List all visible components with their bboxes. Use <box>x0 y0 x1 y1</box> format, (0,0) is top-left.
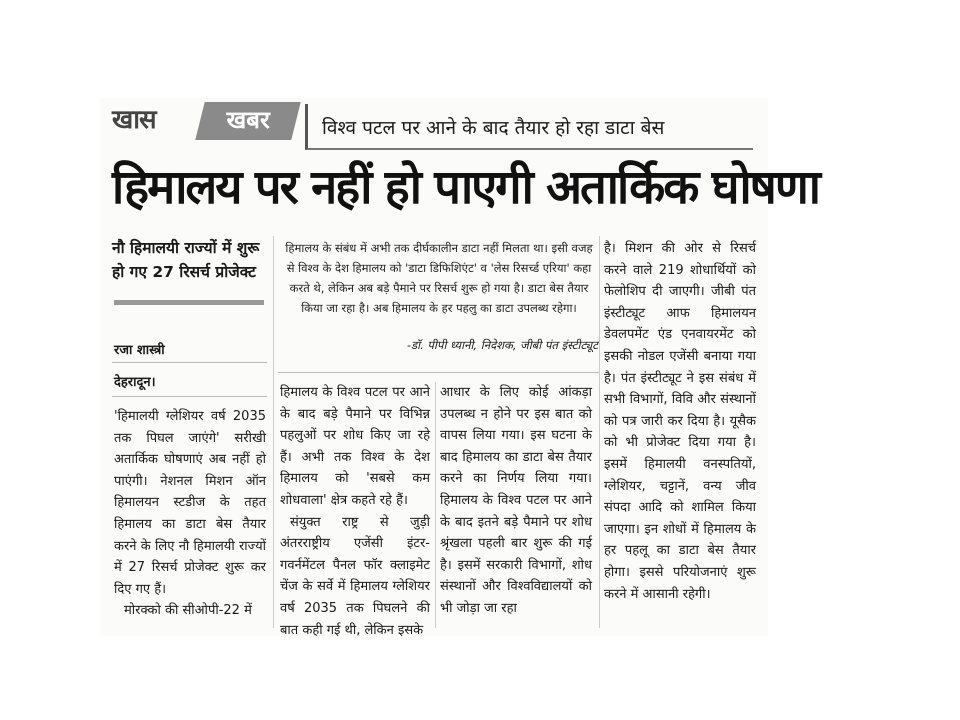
column-divider <box>273 236 274 628</box>
kicker-part2: खबर <box>226 106 270 134</box>
article-column-4 <box>604 238 756 605</box>
subheadline: विश्‍व पटल पर आने के बाद तैयार हो रहा डाटा बेस <box>322 117 665 139</box>
paragraph: संयुक्त राष्ट्र से जुड़ी अंतरराष्ट्रीय एजेंसी इंटर-गवर्नमेंटल पैनल फॉर क्लाइमेट चेंज के सर्वे में हिमालय ग्लेशियर वर्ष 2035 तक पिघलने की बात कही गई थी, लेकिन इसके <box>280 514 430 638</box>
article-column-1 <box>114 406 266 622</box>
kicker-badge <box>195 102 300 140</box>
paragraph: 'हिमालयी ग्लेशियर वर्ष 2035 तक पिघल जाएंगे' सरीखी अतार्किक घोषणाएं अब नहीं हो पाएंगी। नेशनल मिशन ऑन हिमालयन स्टडीज के तहत हिमालय का डाटा बेस तैयार करने के लिए नौ हिमालयी राज्यों में 27 रिसर्च प्रोजेक्ट शुरू कर दिए गए हैं। <box>114 409 266 597</box>
dateline: देहरादून। <box>114 375 156 390</box>
byline: रजा शास्त्री <box>114 343 165 358</box>
paragraph: हिमालय के विश्व पटल पर आने के बाद बड़े पैमाने पर विभिन्न पहलुओं पर शोध किए जा रहे हैं। अभी तक विश्व के देश हिमालय को 'सबसे कम शोधवाला' क्षेत्र कहते रहे हैं। <box>280 385 430 508</box>
pull-quote: हिमालय के संबंध में अभी तक दीर्घकालीन डाटा नहीं मिलता था। इसी वजह से विश्व के देश हिमालय को 'डाटा डिफिशिएंट' व 'लेस रिसर्च्ड एरिया' कहा करते थे, लेकिन अब बड़े पैमाने पर रिसर्च शुरू हो गया है। डाटा बेस तैयार किया जा रहा है। अब हिमालय के हर पहलु का डाटा उपलब्ध रहेगा। <box>285 241 593 315</box>
article-column-3 <box>440 382 592 620</box>
headline: हिमालय पर नहीं हो पाएगी अतार्किक घोषणा <box>112 160 819 215</box>
paragraph: आधार के लिए कोई आंकड़ा उपलब्ध न होने पर इस बात को वापस लिया गया। इस घटना के बाद हिमालय का डाटा बेस तैयार करने का निर्णय लिया गया। हिमालय के विश्व पटल पर आने के बाद इतने बड़े पैमाने पर शोध श्रृंखला पहली बार शुरू की गई है। इसमें सरकारी विभागों, शोध संस्थानों और विश्वविद्यालयों को भी जोड़ा जा रहा <box>440 385 592 616</box>
deck-rule <box>114 300 264 305</box>
byline-rule <box>112 362 267 363</box>
paragraph: मोरक्को की सीओपी-22 में <box>124 603 252 619</box>
column-divider <box>599 236 600 628</box>
article-column-2 <box>280 382 430 641</box>
dateline-rule <box>112 396 267 397</box>
section-kicker <box>112 100 297 146</box>
paragraph: है। मिशन की ओर से रिसर्च करने वाले 219 शोधार्थियों को फेलोशिप दी जाएगी। जीबी पंत इंस्टीट्यूट आफ हिमालयन डेवलपमेंट एंड एनवायरमेंट को इसकी नोडल एजेंसी बनाया गया है। पंत इंस्टीट्यूट ने इस संबंध में सभी विभागों, विवि और संस्थानों को पत्र जारी कर दिया है। यूसैक को भी प्रोजेक्ट दिया गया है। इसमें हिमालयी वनस्पतियों, ग्लेशियर, चट्टानें, वन्य जीव संपदा आदि को शामिल किया जाएगा। इन शोधों में हिमालय के हर पहलू का डाटा बेस तैयार होगा। इससे परियोजनाएं शुरू करने में आसानी रहेगी। <box>604 241 756 602</box>
column-divider <box>435 382 436 628</box>
quote-attribution: -डॉ. पीपी ध्यानी, निदेशक, जीबी पंत इंस्टीट्यूट <box>406 338 598 352</box>
deck-text: नौ हिमालयी राज्यों में शुरू हो गए 27 रिसर्च प्रोजेक्ट <box>112 239 260 281</box>
kicker-part1: खास <box>112 105 156 135</box>
subheadline-box <box>305 104 753 150</box>
quote-divider <box>278 372 600 373</box>
